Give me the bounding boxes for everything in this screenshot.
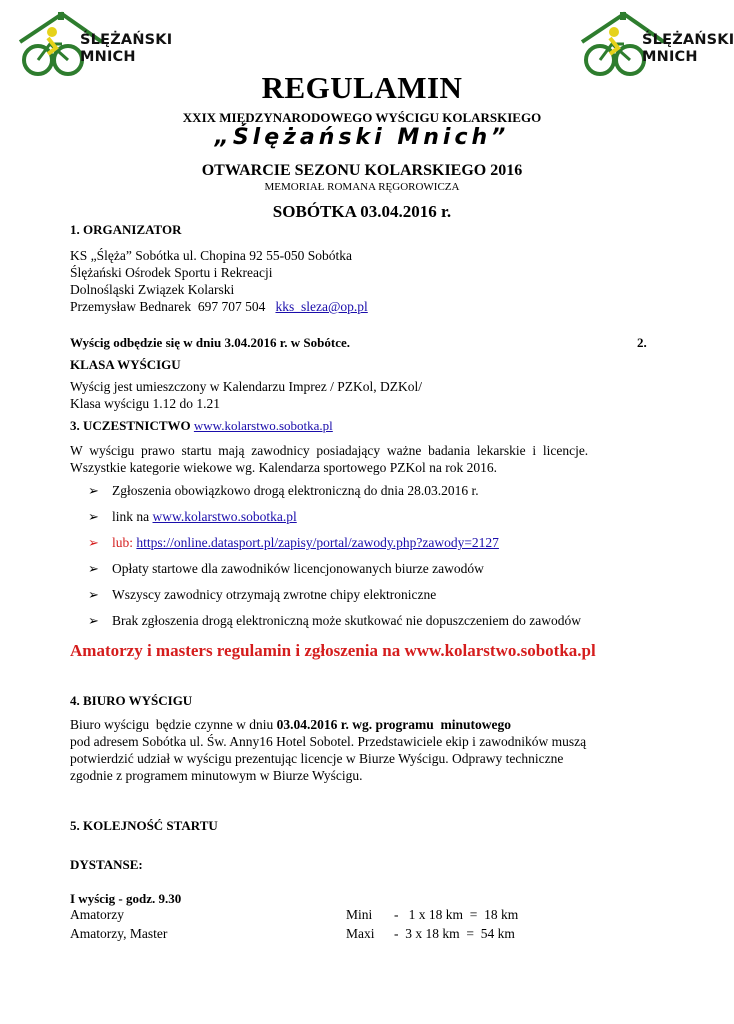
- section2-heading: KLASA WYŚCIGU: [70, 357, 181, 372]
- race1-heading: I wyścig - godz. 9.30: [70, 891, 182, 906]
- contact-person: Przemysław Bednarek 697 707 504: [70, 299, 276, 314]
- section2-number: 2.: [637, 335, 647, 350]
- logo-brand-line1: ŚLĘŻAŃSKI: [80, 32, 173, 48]
- place-date: SOBÓTKA 03.04.2016 r.: [272, 202, 452, 221]
- row-category: Amatorzy, Master: [70, 926, 168, 941]
- logo-brand-line2: MNICH: [80, 49, 136, 65]
- row-type: Mini: [346, 907, 373, 922]
- logo-brand-line2: MNICH: [642, 49, 698, 65]
- bullet-text: Wszyscy zawodnicy otrzymają zwrotne chipy elektroniczne: [112, 587, 437, 602]
- bullet-item: [88, 535, 688, 561]
- row-distance: - 1 x 18 km = 18 km: [394, 907, 519, 922]
- office-line3: potwierdzić udział w wyścigu prezentując licencje w Biurze Wyścigu. Odprawy techniczne: [70, 751, 564, 766]
- office-line1: [70, 716, 511, 733]
- website-link[interactable]: www.kolarstwo.sobotka.pl: [193, 418, 333, 433]
- logo-brand-text: [80, 32, 172, 66]
- section3-heading: [70, 418, 333, 434]
- organizer-center: Ślężański Ośrodek Sportu i Rekreacji: [70, 265, 273, 280]
- section4-heading: 4. BIURO WYŚCIGU: [70, 693, 193, 708]
- office-line1-prefix: Biuro wyścigu będzie czynne w dniu: [70, 717, 277, 732]
- amateurs-notice: Amatorzy i masters regulamin i zgłoszenia na www.kolarstwo.sobotka.pl: [70, 641, 596, 660]
- distance-row: [70, 907, 124, 923]
- arrow-bullet-icon: ➢: [88, 483, 99, 498]
- arrow-bullet-icon: ➢: [88, 587, 99, 602]
- race-calendar-info: Wyścig jest umieszczony w Kalendarzu Imprez / PZKol, DZKol/: [70, 379, 422, 394]
- bullet-text: [112, 535, 499, 551]
- bullet-item: [88, 587, 688, 613]
- logo-brand-line1: ŚLĘŻAŃSKI: [642, 32, 734, 48]
- row-distance: - 3 x 18 km = 54 km: [394, 926, 515, 941]
- email-link[interactable]: kks_sleza@op.pl: [275, 299, 368, 314]
- logo-brand-text: [642, 32, 734, 66]
- section5-heading: 5. KOLEJNOŚĆ STARTU: [70, 818, 218, 833]
- bullet-item: [88, 483, 688, 509]
- bullet-item: [88, 613, 688, 639]
- bullet-text: [112, 509, 297, 525]
- season-title: OTWARCIE SEZONU KOLARSKIEGO 2016: [201, 162, 523, 179]
- race-subtitle: XXIX MIĘDZYNARODOWEGO WYŚCIGU KOLARSKIEGO: [182, 110, 542, 125]
- registration-bullets: [88, 483, 688, 639]
- arrow-bullet-icon: ➢: [88, 509, 99, 524]
- distances-heading: DYSTANSE:: [70, 857, 143, 872]
- arrow-bullet-icon: ➢: [88, 535, 99, 550]
- organizer-address: KS „Ślęża” Sobótka ul. Chopina 92 55-050 Sobótka: [70, 248, 352, 263]
- race-class-info: Klasa wyścigu 1.12 do 1.21: [70, 396, 220, 411]
- office-date: 03.04.2016 r. wg. programu minutowego: [276, 717, 511, 732]
- bullet-prefix: lub:: [112, 535, 137, 550]
- bullet-item: [88, 561, 688, 587]
- distance-row: [70, 926, 167, 942]
- organizer-union: Dolnośląski Związek Kolarski: [70, 282, 235, 297]
- arrow-bullet-icon: ➢: [88, 613, 99, 628]
- bullet-item: [88, 509, 688, 535]
- office-line2: pod adresem Sobótka ul. Św. Anny16 Hotel Sobotel. Przedstawiciele ekip i zawodników muszą: [70, 734, 587, 749]
- office-line4: zgodnie z programem minutowym w Biurze Wyścigu.: [70, 768, 363, 783]
- eligibility-line2: Wszystkie kategorie wiekowe wg. Kalendarza sportowego PZKol na rok 2016.: [70, 460, 498, 475]
- datasport-link[interactable]: https://online.datasport.pl/zapisy/portal/zawody.php?zawody=2127: [136, 535, 499, 550]
- bullet-text: Opłaty startowe dla zawodników licencjonowanych biurze zawodów: [112, 561, 484, 576]
- event-name: „Ślężański Mnich”: [214, 125, 510, 150]
- bullet-prefix: link na: [112, 509, 153, 524]
- website-link-2[interactable]: www.kolarstwo.sobotka.pl: [152, 509, 297, 524]
- section1-heading: 1. ORGANIZATOR: [70, 222, 182, 237]
- bullet-text: Brak zgłoszenia drogą elektroniczną może skutkować nie dopuszczeniem do zawodów: [112, 613, 581, 628]
- organizer-contact: [70, 298, 368, 315]
- eligibility-line1: W wyścigu prawo startu mają zawodnicy posiadający ważne badania lekarskie i licencje.: [70, 443, 589, 458]
- bullet-text: Zgłoszenia obowiązkowo drogą elektroniczną do dnia 28.03.2016 r.: [112, 483, 479, 498]
- race-date-line: Wyścig odbędzie się w dniu 3.04.2016 r. w Sobótce.: [70, 335, 350, 350]
- row-type: Maxi: [346, 926, 375, 941]
- row-category: Amatorzy: [70, 907, 124, 922]
- arrow-bullet-icon: ➢: [88, 561, 99, 576]
- section3-heading-label: 3. UCZESTNICTWO: [70, 418, 194, 433]
- document-title: REGULAMIN: [261, 70, 463, 105]
- memorial-title: MEMORIAŁ ROMANA RĘGOROWICZA: [264, 181, 460, 193]
